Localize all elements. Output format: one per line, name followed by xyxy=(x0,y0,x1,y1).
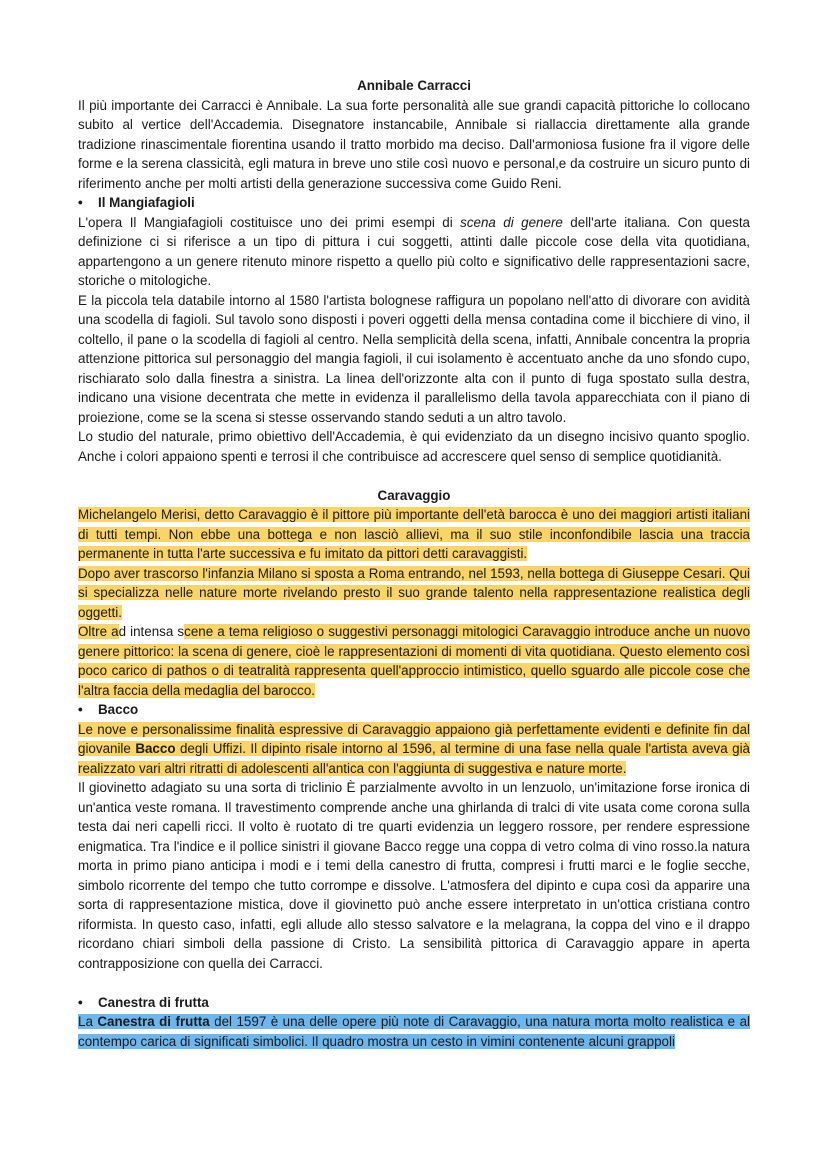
text-run: L'opera Il Mangiafagioli costituisce uno dei primi esempi di xyxy=(78,214,461,230)
highlighted-text: Michelangelo Merisi, detto Caravaggio è il pittore più importante dell'età barocca è uno dei maggiori artisti italiani di tutti tempi. Non ebbe una bottega e non lasciò allievi, ma il suo stile inconfondibile lascia una traccia permanente in tutta l'arte successiva e fu imitato da pittori detti caravaggisti. xyxy=(78,507,750,561)
bullet-label: Bacco xyxy=(98,702,139,717)
bullet-dot-icon: • xyxy=(78,195,83,210)
spacer xyxy=(78,973,750,993)
caravaggio-paragraph-2 xyxy=(78,564,750,623)
bullet-dot-icon: • xyxy=(78,702,83,717)
emphasis-text: scena di genere xyxy=(460,214,563,230)
bullet-canestra xyxy=(78,993,750,1013)
bacco-paragraph-2: Il giovinetto adagiato su una sorta di triclinio È parzialmente avvolto in un lenzuolo, un'imitazione forse ironica di un'antica veste romana. Il travestimento comprende anche una ghirlanda di tralci di vite usata come corona sulla testa dai neri capelli ricci. Il volto è ruotato di tre quarti evidenzia un leggero rossore, per rendere espressione enigmatica. Tra l'indice e il pollice sinistri il giovane Bacco regge una coppa di vetro colma di vino rosso.la natura morta in primo piano anticipa i modi e i temi della canestro di frutta, compresi i frutti marci e le foglie secche, simbolo ricorrente del tempo che tutto corrompe e dissolve. L'atmosfera del dipinto e cupa così da apparire una sorta di rappresentazione mistica, dove il giovinetto può anche essere interpretato in un'ottica cristiana contro riformista. In questo caso, infatti, egli allude allo stesso salvatore e la melagrana, la coppa del vino e il drappo ricordano chiari simboli della passione di Cristo. La sensibilità pittorica di Caravaggio appare in aperta contrapposizione con quella dei Carracci. xyxy=(78,780,750,971)
section-title-annibale: Annibale Carracci xyxy=(357,78,471,93)
bullet-mangiafagioli xyxy=(78,193,750,213)
bullet-label: Canestra di frutta xyxy=(98,994,209,1010)
bacco-paragraph-1 xyxy=(78,720,750,779)
highlighted-text: Oltre a xyxy=(78,624,119,639)
text-run: degli Uffizi. Il dipinto risale intorno al 1596, al termine di una fase nella quale l'artista aveva già realizzato vari altri ritratti di adolescenti all'antica con l'aggiunta di suggestiva e nature morte. xyxy=(78,741,750,776)
mangiafagioli-paragraph-1 xyxy=(78,213,750,291)
caravaggio-paragraph-3 xyxy=(78,622,750,700)
bold-text: Bacco xyxy=(135,741,176,756)
highlighted-text: cene a tema religioso o suggestivi personaggi mitologici Caravaggio introduce anche un nuovo genere pittorico: la scena di genere, cioè le rappresentazioni di momenti di vita quotidiana. Questo elemento così poco carico di pathos o di teatralità rappresenta quell'approccio intimistico, quello sguardo alle piccole cose che l'altra faccia della medaglia del barocco. xyxy=(78,624,751,698)
section-title-caravaggio: Caravaggio xyxy=(377,487,451,503)
canestra-paragraph xyxy=(78,1012,750,1051)
mangiafagioli-paragraph-2: E la piccola tela databile intorno al 1580 l'artista bolognese raffigura un popolano nell'atto di divorare con avidità una scodella di fagioli. Sul tavolo sono disposti i poveri oggetti della mensa contadina come il bicchiere di vino, il coltello, il pane o la scodella di fagioli al centro. Nella semplicità della scena, infatti, Annibale concentra la propria attenzione pittorica sul personaggio del mangia fagioli, il cui isolamento è accentuato anche da uno sfondo cupo, rischiarato solo dalla finestra a sinistra. La linea dell'orizzonte alta con il punto di fuga spostato sulla destra, indicano una visione decentrata che mette in evidenza il parallelismo della tavola apparecchiata con il piano di proiezione, come se la scena si stesse osservando stando seduti a un altro tavolo. xyxy=(78,292,750,425)
caravaggio-paragraph-1 xyxy=(78,505,750,564)
bullet-label: Il Mangiafagioli xyxy=(98,195,195,210)
bullet-bacco xyxy=(78,700,750,720)
text-run: dell'arte italiana. Con questa definizione ci si riferisce a un tipo di pittura i cui soggetti, attinti dalle piccole cose della vita quotidiana, appartengono a un genere ritenuto minore rispetto a quello più colto e significativo delle rappresentazioni sacre, storiche o mitologiche. xyxy=(78,214,751,288)
mangiafagioli-paragraph-3: Lo studio del naturale, primo obiettivo dell'Accademia, è qui evidenziato da un disegno incisivo quanto spoglio. Anche i colori appaiono spenti e terrosi il che contribuisce ad accrescere quel senso di semplice quotidianità. xyxy=(78,429,750,464)
bold-text: Canestra di frutta xyxy=(97,1014,210,1029)
highlighted-text xyxy=(78,722,750,776)
text-run: del 1597 è una delle opere più note di Caravaggio, una natura morta molto realistica e al contempo carica di significati simbolici. Il quadro mostra un cesto in vimini contenente alcuni grappoli xyxy=(78,1014,750,1049)
bullet-dot-icon: • xyxy=(78,994,83,1010)
highlighted-text: Dopo aver trascorso l'infanzia Milano si sposta a Roma entrando, nel 1593, nella bottega di Giuseppe Cesari. Qui si specializza nelle nature morte rivelando presto il suo grande talento nella rappresentazione realistica degli oggetti. xyxy=(78,565,750,620)
annibale-intro-paragraph: Il più importante dei Carracci è Annibale. La sua forte personalità alle sue grandi capacità pittoriche lo collocano subito al vertice dell'Accademia. Disegnatore instancabile, Annibale si riallaccia direttamente alla grande tradizione rinascimentale fiorentina usando il tratto morbido ma deciso. Dall'armoniosa fusione fra il vigore delle forme e la serena classicità, egli matura in breve uno stile così nuovo e personal,e da costruire un sicuro punto di riferimento anche per molti artisti della generazione successiva come Guido Reni. xyxy=(78,97,750,191)
highlighted-text xyxy=(78,1014,750,1049)
text-run: La xyxy=(78,1014,98,1029)
text-run: d intensa s xyxy=(118,624,185,639)
text-run: Le nove e personalissime finalità espressive di Caravaggio appaiono già perfettamente evidenti e definite fin dal giovanile xyxy=(78,721,750,756)
spacer xyxy=(78,466,750,486)
